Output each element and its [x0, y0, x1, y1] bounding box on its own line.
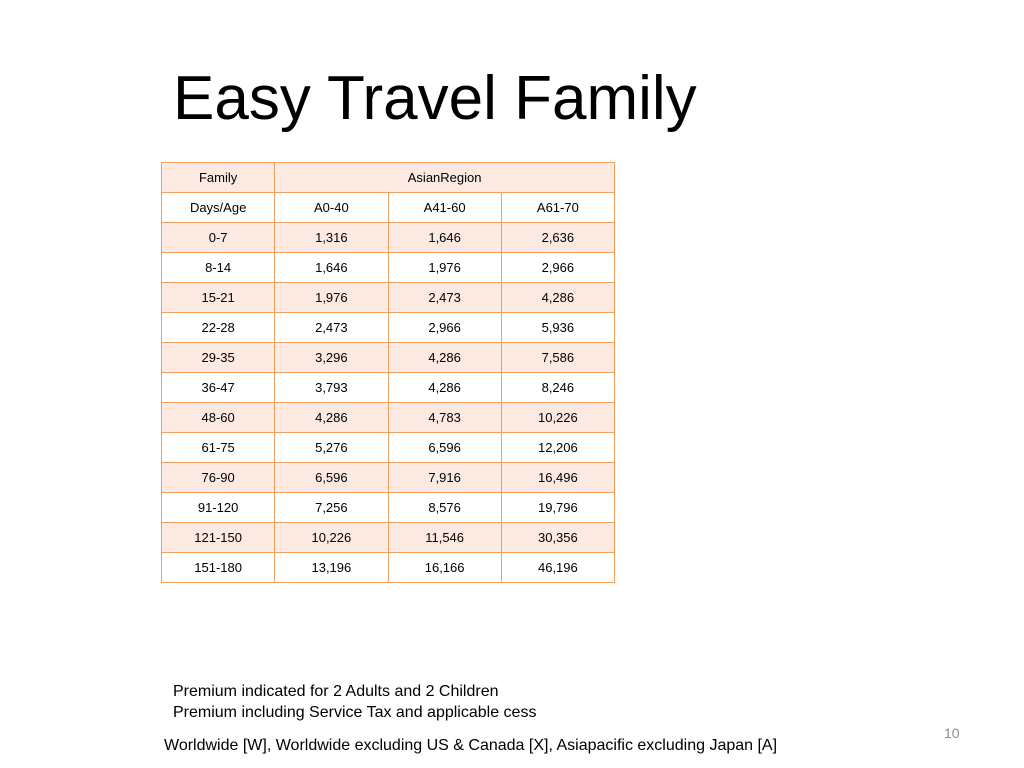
table-row: [162, 493, 615, 523]
table-row: [162, 523, 615, 553]
days-cell: 15-21: [162, 283, 275, 313]
premium-cell: 4,286: [388, 373, 501, 403]
days-cell: 48-60: [162, 403, 275, 433]
premium-cell: 7,916: [388, 463, 501, 493]
premium-cell: 2,473: [388, 283, 501, 313]
table-header-row: [162, 163, 615, 193]
premium-cell: 13,196: [275, 553, 388, 583]
premium-cell: 5,276: [275, 433, 388, 463]
premium-cell: 7,586: [501, 343, 614, 373]
premium-cell: 1,976: [275, 283, 388, 313]
premium-cell: 6,596: [388, 433, 501, 463]
premium-cell: 3,296: [275, 343, 388, 373]
premium-table: [161, 162, 615, 583]
region-legend: Worldwide [W], Worldwide excluding US & Canada [X], Asiapacific excluding Japan [A]: [164, 737, 778, 754]
premium-cell: 2,473: [275, 313, 388, 343]
premium-cell: 30,356: [501, 523, 614, 553]
days-cell: 29-35: [162, 343, 275, 373]
header-cell-family: Family: [162, 163, 275, 193]
premium-cell: 8,576: [388, 493, 501, 523]
table-row: [162, 283, 615, 313]
days-cell: 121-150: [162, 523, 275, 553]
premium-cell: 4,783: [388, 403, 501, 433]
table-row: [162, 463, 615, 493]
days-cell: 8-14: [162, 253, 275, 283]
days-cell: 151-180: [162, 553, 275, 583]
days-cell: 0-7: [162, 223, 275, 253]
note-line: Premium indicated for 2 Adults and 2 Children: [173, 683, 499, 700]
table-row: [162, 373, 615, 403]
table-row: [162, 403, 615, 433]
premium-cell: 6,596: [275, 463, 388, 493]
subheader-cell: A61-70: [501, 193, 614, 223]
header-cell-region: AsianRegion: [275, 163, 615, 193]
premium-cell: 16,166: [388, 553, 501, 583]
premium-cell: 7,256: [275, 493, 388, 523]
premium-cell: 1,976: [388, 253, 501, 283]
days-cell: 61-75: [162, 433, 275, 463]
days-cell: 36-47: [162, 373, 275, 403]
premium-cell: 10,226: [501, 403, 614, 433]
premium-cell: 8,246: [501, 373, 614, 403]
premium-cell: 1,316: [275, 223, 388, 253]
premium-cell: 1,646: [275, 253, 388, 283]
table-row: [162, 433, 615, 463]
premium-cell: 19,796: [501, 493, 614, 523]
page-number: 10: [944, 725, 960, 741]
premium-cell: 3,793: [275, 373, 388, 403]
subheader-cell: Days/Age: [162, 193, 275, 223]
days-cell: 91-120: [162, 493, 275, 523]
premium-cell: 2,966: [388, 313, 501, 343]
premium-cell: 12,206: [501, 433, 614, 463]
premium-cell: 5,936: [501, 313, 614, 343]
premium-cell: 1,646: [388, 223, 501, 253]
table-row: [162, 253, 615, 283]
table-row: [162, 343, 615, 373]
table-subheader-row: [162, 193, 615, 223]
days-cell: 76-90: [162, 463, 275, 493]
premium-cell: 46,196: [501, 553, 614, 583]
premium-notes: [173, 681, 536, 723]
premium-cell: 4,286: [275, 403, 388, 433]
slide-title: Easy Travel Family: [173, 64, 697, 133]
premium-cell: 11,546: [388, 523, 501, 553]
premium-cell: 4,286: [388, 343, 501, 373]
premium-cell: 10,226: [275, 523, 388, 553]
subheader-cell: A0-40: [275, 193, 388, 223]
premium-cell: 4,286: [501, 283, 614, 313]
premium-cell: 2,966: [501, 253, 614, 283]
table-row: [162, 313, 615, 343]
subheader-cell: A41-60: [388, 193, 501, 223]
note-line: Premium including Service Tax and applicable cess: [173, 704, 537, 721]
table-row: [162, 553, 615, 583]
premium-cell: 2,636: [501, 223, 614, 253]
premium-cell: 16,496: [501, 463, 614, 493]
table-row: [162, 223, 615, 253]
days-cell: 22-28: [162, 313, 275, 343]
